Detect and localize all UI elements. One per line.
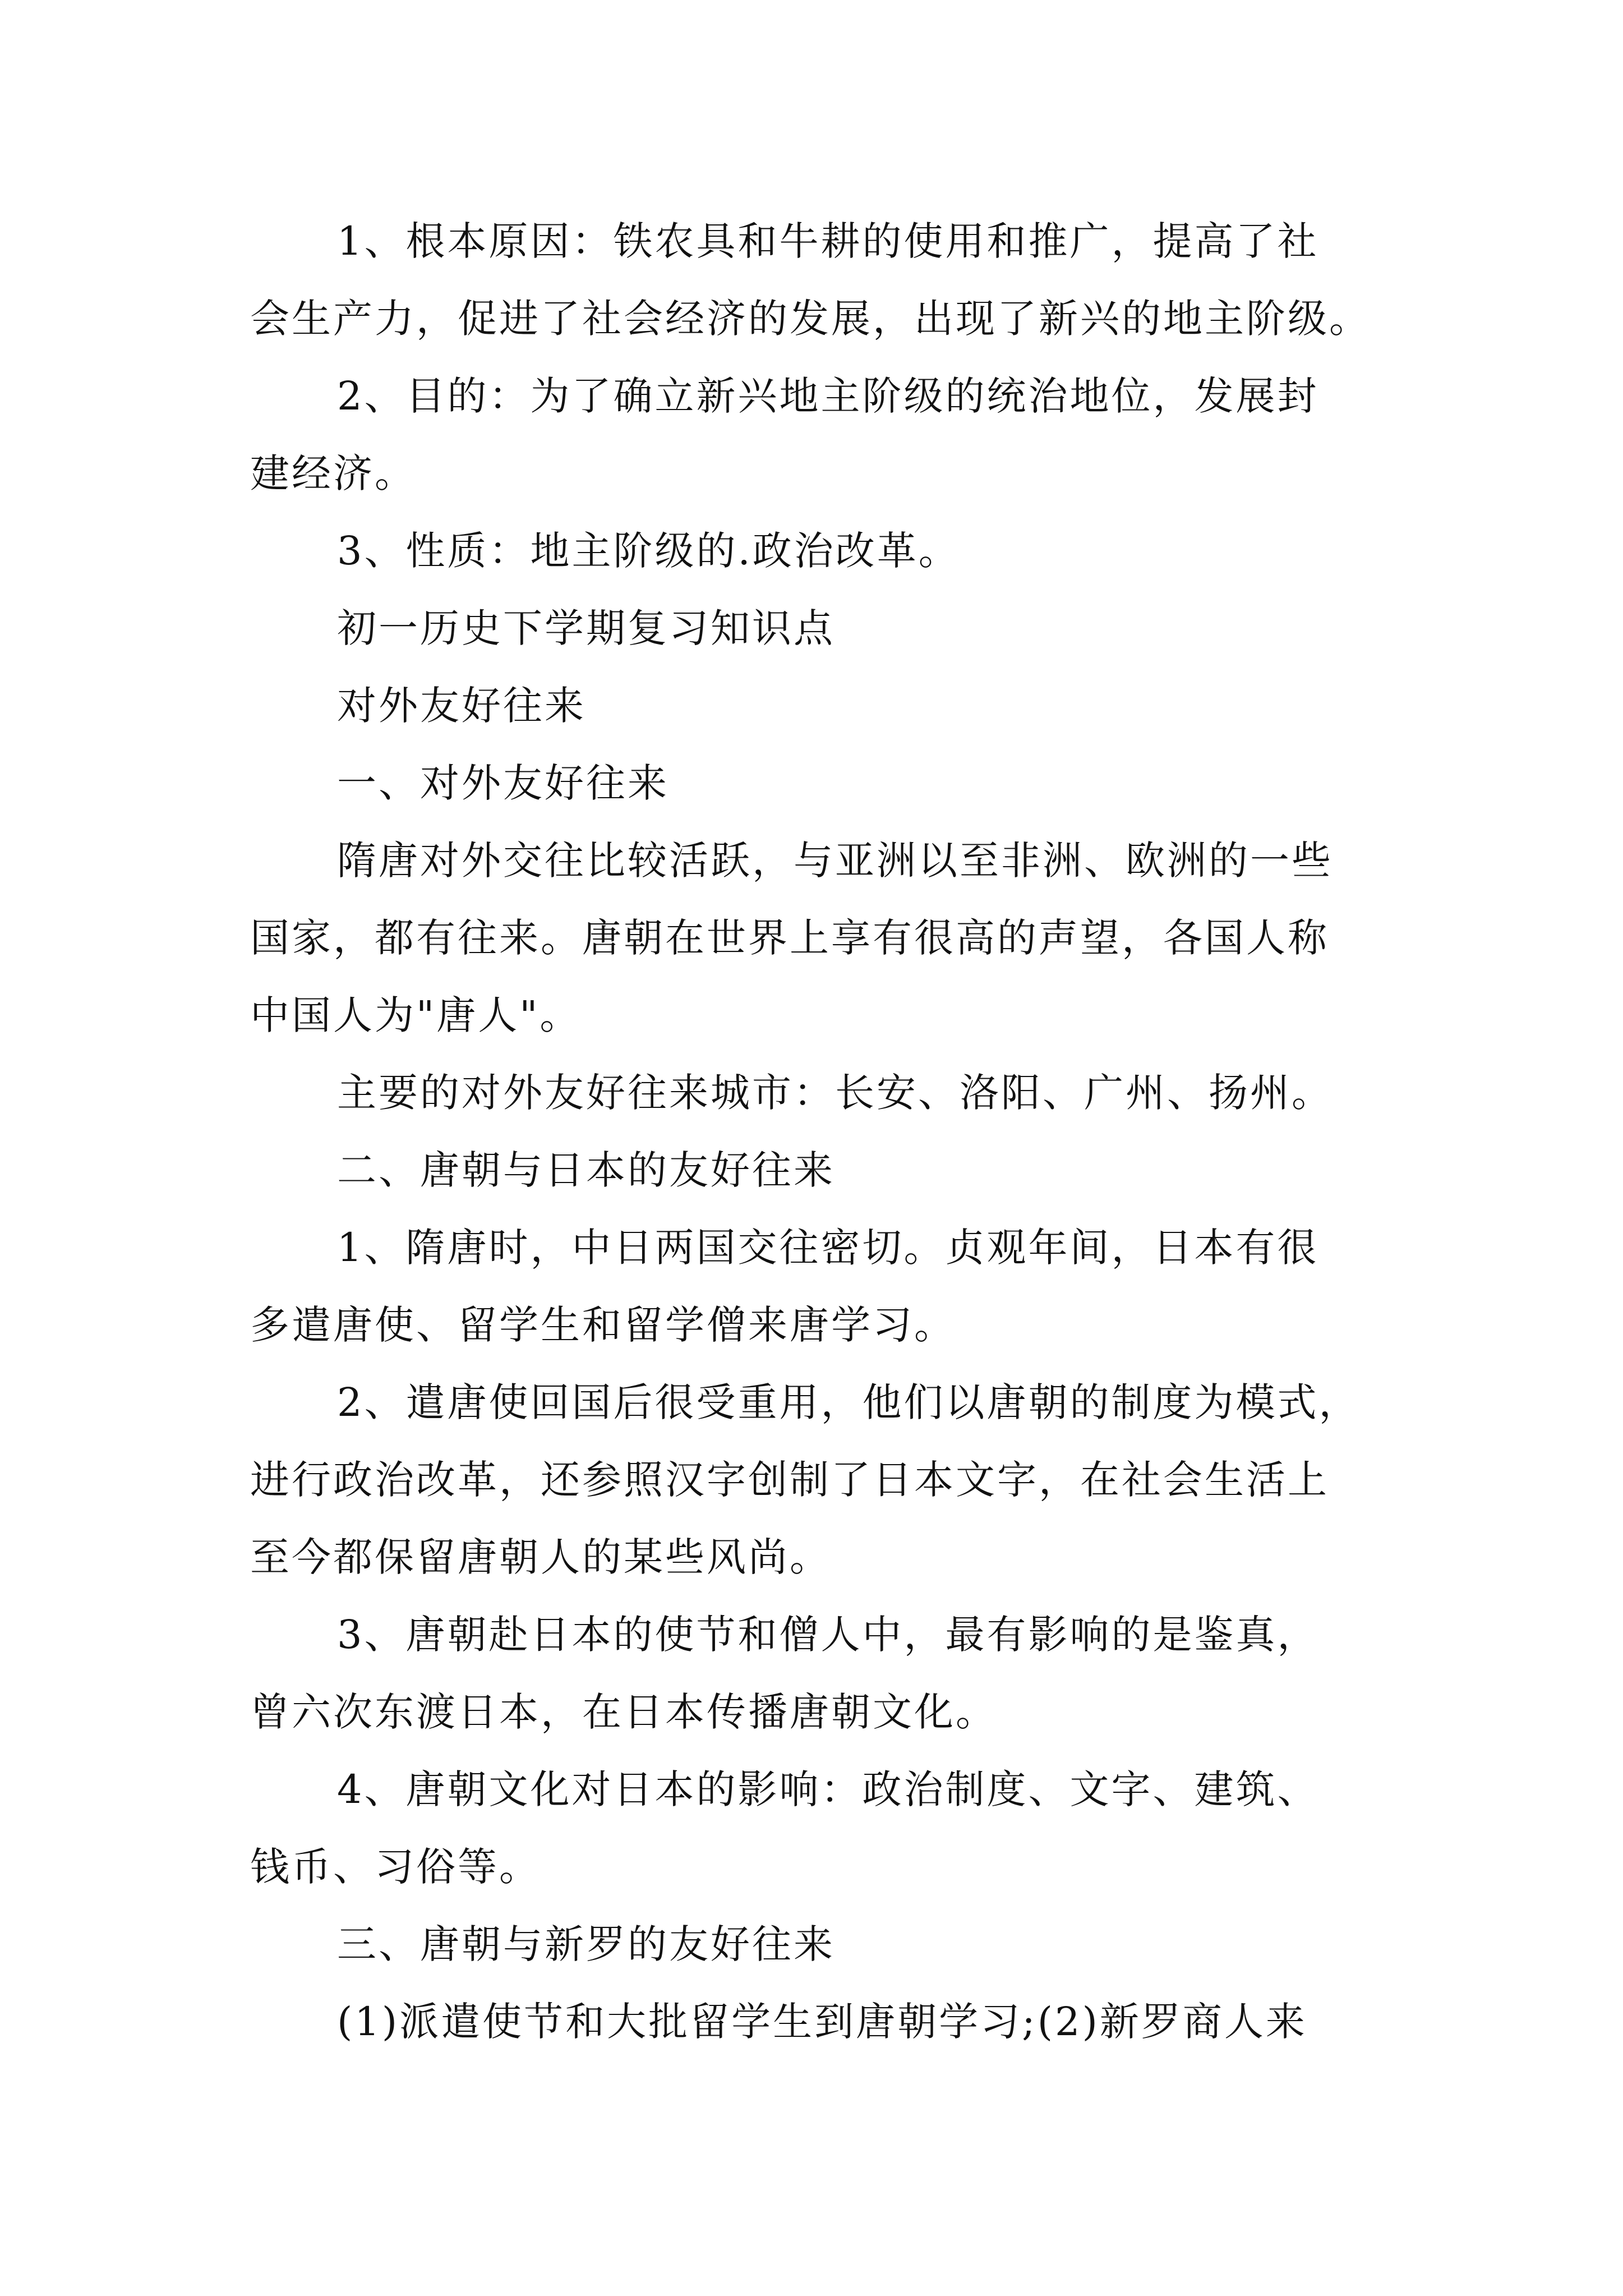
text-line: 中国人为"唐人"。	[250, 992, 582, 1038]
section-heading: 一、对外友好往来	[337, 760, 669, 806]
text-line: 隋唐对外交往比较活跃，与亚洲以至非洲、欧洲的一些	[337, 838, 1333, 884]
text-line: 1、隋唐时，中日两国交往密切。贞观年间，日本有很	[337, 1225, 1319, 1271]
text-line: 2、遣唐使回国后很受重用，他们以唐朝的制度为模式，	[337, 1379, 1361, 1425]
section-heading: 对外友好往来	[337, 683, 586, 729]
text-line: 3、唐朝赴日本的使节和僧人中，最有影响的是鉴真，	[337, 1612, 1319, 1658]
text-line: 主要的对外友好往来城市：长安、洛阳、广州、扬州。	[337, 1070, 1333, 1116]
section-heading: 三、唐朝与新罗的友好往来	[337, 1921, 835, 1967]
text-line: 1、根本原因：铁农具和牛耕的使用和推广，提高了社	[337, 218, 1319, 264]
section-heading: 初一历史下学期复习知识点	[337, 605, 835, 651]
text-line: 曾六次东渡日本，在日本传播唐朝文化。	[250, 1689, 997, 1735]
text-line: 建经济。	[250, 450, 416, 496]
section-heading: 二、唐朝与日本的友好往来	[337, 1147, 835, 1193]
text-line: 2、目的：为了确立新兴地主阶级的统治地位，发展封	[337, 373, 1319, 419]
text-line: 3、性质：地主阶级的.政治改革。	[337, 528, 960, 574]
text-line: 4、唐朝文化对日本的影响：政治制度、文字、建筑、	[337, 1766, 1319, 1812]
text-line: 至今都保留唐朝人的某些风尚。	[250, 1534, 831, 1580]
text-line: (1)派遣使节和大批留学生到唐朝学习;(2)新罗商人来	[337, 1999, 1307, 2045]
text-line: 会生产力，促进了社会经济的发展，出现了新兴的地主阶级。	[250, 296, 1371, 342]
text-line: 多遣唐使、留学生和留学僧来唐学习。	[250, 1302, 956, 1348]
text-line: 钱币、习俗等。	[250, 1844, 541, 1890]
text-line: 进行政治改革，还参照汉字创制了日本文字，在社会生活上	[250, 1457, 1329, 1503]
text-line: 国家，都有往来。唐朝在世界上享有很高的声望，各国人称	[250, 915, 1329, 961]
